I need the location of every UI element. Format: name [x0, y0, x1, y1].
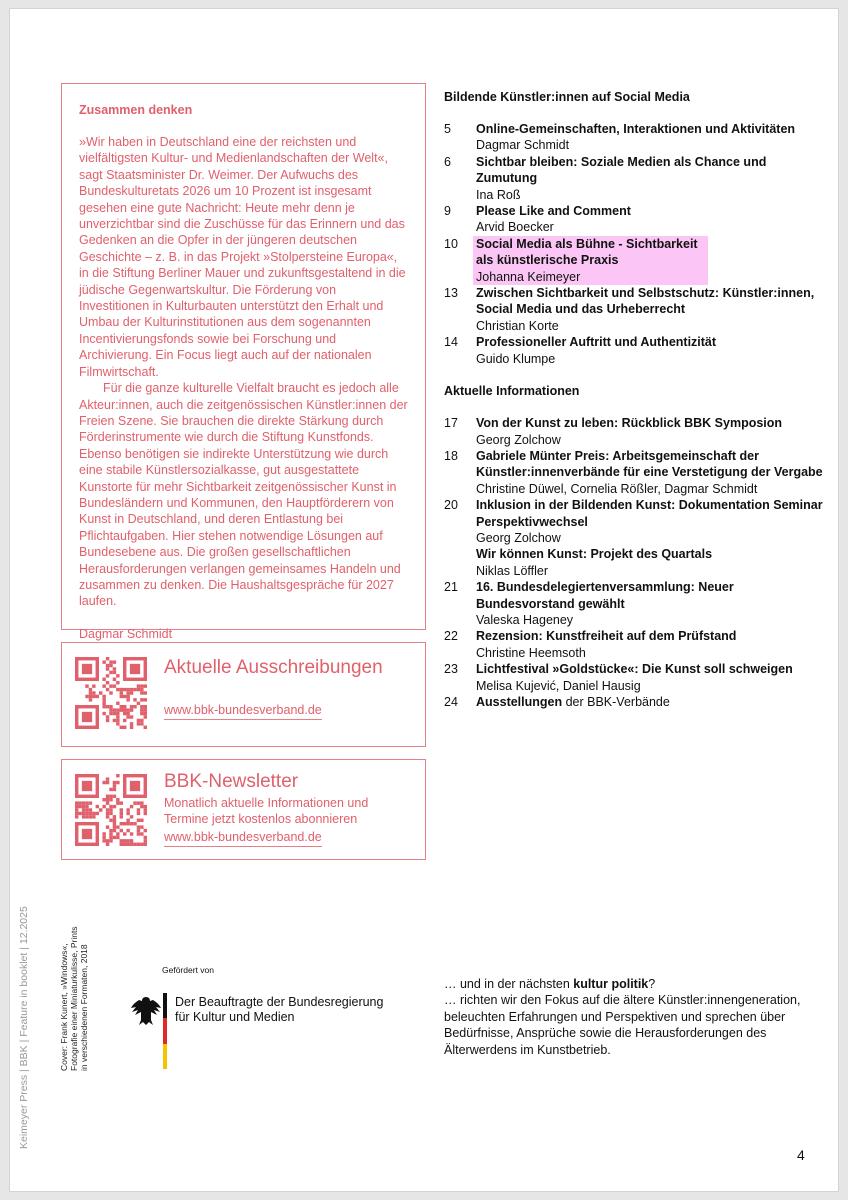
- toc-entry-author: Christine Düwel, Cornelia Rößler, Dagmar Schmidt: [476, 481, 758, 496]
- newsletter-title: BBK-Newsletter: [164, 771, 299, 792]
- toc-page-number: 17: [444, 416, 458, 431]
- toc-entry-title: Social Media als Bühne - Sichtbarkeit als künstlerische Praxis: [476, 236, 698, 268]
- toc-page-number: 10: [444, 236, 458, 251]
- cover-caption: Cover: Frank Kunert, »Windows«, Fotografie einer Miniaturkulisse, Prints in verschiedenen Formaten, 2018: [59, 926, 89, 1071]
- toc-section-aktuelle-informationen: Aktuelle Informationen: [444, 384, 580, 399]
- editorial-signature: Dagmar Schmidt: [79, 626, 173, 641]
- toc-entry-title: Wir können Kunst: Projekt des Quartals: [476, 547, 713, 562]
- toc-entry-author: Ina Roß: [476, 187, 521, 202]
- toc-entry-author: Niklas Löffler: [476, 563, 549, 578]
- toc-entry-author: Melisa Kujević, Daniel Hausig: [476, 678, 641, 693]
- toc-page-number: 21: [444, 580, 458, 595]
- editorial-paragraph-2: Für die ganze kulturelle Vielfalt braucht es jedoch alle Akteur:innen, auch die zeitgenössischen Künstler:innen der Freien Szene. Sie brauchen die direkte Stärkung durch Förderinstrumente wie durch die Stiftung Kunstfonds. Ebenso benötigen sie indirekte Unterstützung wie durch eine stabile Künstlersozialkasse, gut ausgestattete Kunstorte für mehr Sichtbarkeit zeitgenössischer Kunst in Bundesländern und Kommunen, den Hauptförderern von Kunst in Deutschland, und deren Entlastung bei Pflichtaufgaben. Hier stehen notwendige Lösungen auf Bundesebene aus. Die großen gesellschaftlichen Herausforderungen verlangen gemeinsames Handeln und zusammen zu denken. Die Haushaltsgespräche für 2027 laufen.: [79, 381, 408, 609]
- sponsor-label: Gefördert von: [162, 965, 214, 975]
- toc-entry: [444, 236, 708, 285]
- toc-page-number: 9: [444, 204, 451, 219]
- toc-entry: [444, 546, 824, 579]
- newsletter-box: [61, 759, 426, 860]
- toc-entry-author: Christine Heemsoth: [476, 645, 586, 660]
- toc-entry-suffix: der BBK-Verbände: [562, 695, 670, 709]
- next-issue-body: … richten wir den Fokus auf die ältere Künstler:innengeneration, beleuchten Erfahrungen und Perspektiven und sprechen über Bedürfnisse, Ansprüche sowie die Herausforderungen des Älterwerdens im Kunstbetrieb.: [444, 993, 801, 1057]
- editorial-paragraph-1: »Wir haben in Deutschland eine der reichsten und vielfältigsten Kultur- und Medienlandschaften der Welt«, sagt Staatsminister Dr. Weimer. Der Aufwuchs des Bundeskulturetats 2026 um 10 Prozent ist insgesamt gesehen eine gute Nachricht: Heute mehr denn je unverzichtbar sind die Zuschüsse für das Erinnern und das Gedenken an die Opfer in der jüngeren deutschen Geschichte – z. B. in das Projekt »Stolpersteine Europa«, in die Stiftung Berliner Mauer und zukunftsgestaltend in die jüdische Gegenwartskultur. Die Förderung von Investitionen in Kulturbauten unterstützt den Erhalt und Umbau der Kulturinstitutionen aus dem sogenannten Incentivierungsfonds sowie bei Forschung und Archivierung. Ein Focus liegt auch auf der nationalen Filmwirtschaft.: [79, 135, 406, 379]
- toc-entry: [444, 448, 824, 497]
- toc-entry: [444, 661, 824, 694]
- toc-page-number: 14: [444, 335, 458, 350]
- page: [9, 8, 839, 1192]
- toc-entry: [444, 694, 824, 710]
- toc-list-1: [444, 121, 824, 367]
- toc-entry-author: Johanna Keimeyer: [476, 269, 581, 284]
- toc-entry-title: Lichtfestival »Goldstücke«: Die Kunst soll schweigen: [476, 662, 793, 677]
- toc-entry-author: Georg Zolchow: [476, 530, 561, 545]
- toc-entry-title: Professioneller Auftritt und Authentizität: [476, 335, 717, 350]
- toc-entry: [444, 579, 824, 628]
- toc-entry-author: Dagmar Schmidt: [476, 138, 570, 153]
- toc-entry-title: Sichtbar bleiben: Soziale Medien als Chance und Zumutung: [476, 154, 767, 186]
- toc-entry-title: Online-Gemeinschaften, Interaktionen und Aktivitäten: [476, 122, 796, 136]
- toc-entry: [444, 334, 824, 367]
- toc-entry-author: Valeska Hageney: [476, 612, 574, 627]
- toc-page-number: 6: [444, 154, 451, 169]
- toc-entry: [444, 415, 824, 448]
- toc-entry-author: Arvid Boecker: [476, 220, 554, 235]
- toc-entry-author: Guido Klumpe: [476, 351, 556, 366]
- editorial-title: Zusammen denken: [79, 103, 193, 117]
- toc-page-number: 5: [444, 122, 451, 136]
- toc-page-number: 13: [444, 286, 458, 301]
- toc-entry-title: Rezension: Kunstfreiheit auf dem Prüfstand: [476, 629, 737, 644]
- toc-entry: [444, 154, 824, 203]
- toc-page-number: 22: [444, 629, 458, 644]
- toc-page-number: 23: [444, 662, 458, 677]
- federal-eagle-icon: [128, 994, 164, 1028]
- toc-entry-title: Inklusion in der Bildenden Kunst: Dokumentation Seminar Perspektivwechsel: [476, 498, 823, 529]
- toc-entry-author: Georg Zolchow: [476, 432, 561, 447]
- credit-line: Keimeyer Press | BBK | Feature in booklet | 12.2025: [18, 906, 30, 1149]
- qr-code-icon: [75, 657, 147, 729]
- toc-list-2: [444, 415, 824, 710]
- sponsor-name: Der Beauftragte der Bundesregierung für Kultur und Medien: [175, 995, 384, 1024]
- toc-section-social-media: Bildende Künstler:innen auf Social Media: [444, 90, 690, 104]
- toc-page-number: 24: [444, 695, 458, 709]
- ausschreibungen-title: Aktuelle Ausschreibungen: [164, 657, 383, 678]
- next-issue-teaser: … und in der nächsten kultur politik? … richten wir den Fokus auf die ältere Künstler:innengeneration, beleuchten Erfahrungen und Perspektiven und sprechen über Bedürfnisse, Ansprüche sowie die Herausforderungen des Älterwerdens im Kunstbetrieb.: [444, 976, 814, 1058]
- newsletter-link[interactable]: www.bbk-bundesverband.de: [164, 829, 322, 847]
- toc-entry-title: Please Like and Comment: [476, 204, 631, 219]
- toc-page-number: 18: [444, 448, 458, 463]
- qr-code-icon: [75, 774, 147, 846]
- toc-entry: [444, 497, 824, 546]
- toc-entry-title: Gabriele Münter Preis: Arbeitsgemeinschaft der Künstler:innenverbände für eine Verstetigung der Vergabe: [476, 448, 823, 480]
- flag-bar: [163, 993, 167, 1069]
- page-number: 4: [797, 1147, 805, 1163]
- table-of-contents: [444, 89, 824, 710]
- toc-entry: [444, 285, 824, 334]
- ausschreibungen-link[interactable]: www.bbk-bundesverband.de: [164, 702, 322, 720]
- toc-entry: [444, 121, 824, 154]
- toc-page-number: 20: [444, 498, 458, 513]
- editorial-box: [61, 83, 426, 641]
- toc-entry: [444, 628, 824, 661]
- toc-entry: [444, 203, 824, 236]
- newsletter-subtitle: Monatlich aktuelle Informationen und Termine jetzt kostenlos abonnieren: [164, 796, 369, 827]
- toc-entry-author: Christian Korte: [476, 318, 559, 333]
- magazine-name: kultur politik: [573, 977, 649, 991]
- toc-entry-title: Von der Kunst zu leben: Rückblick BBK Symposion: [476, 416, 783, 431]
- ausschreibungen-box: [61, 642, 426, 747]
- toc-entry-title: Zwischen Sichtbarkeit und Selbstschutz: Künstler:innen, Social Media und das Urheberrecht: [476, 286, 815, 317]
- toc-entry-title: 16. Bundesdelegiertenversammlung: Neuer Bundesvorstand gewählt: [476, 580, 734, 611]
- toc-entry-title: Ausstellungen: [476, 695, 563, 709]
